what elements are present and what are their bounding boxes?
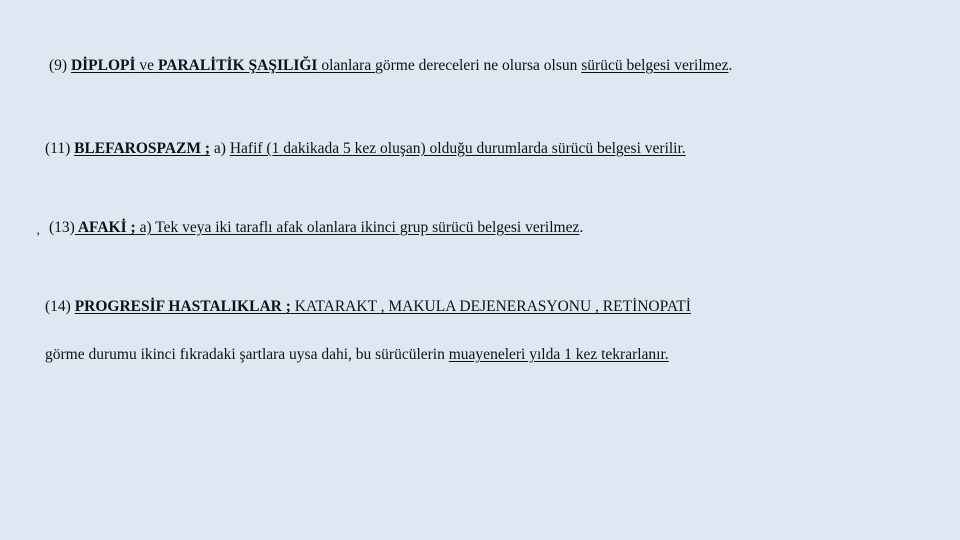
paragraph-14	[45, 298, 691, 317]
underlined-text: Hafif (1 dakikada 5 kez oluşan) olduğu durumlarda sürücü belgesi verilir.	[229, 140, 686, 157]
term-progresif-hastaliklar: PROGRESİF HASTALIKLAR ;	[74, 298, 291, 315]
paragraph-14-continuation	[45, 346, 669, 365]
item-number: (14)	[45, 298, 75, 315]
paragraph-9	[49, 57, 732, 76]
paragraph-13	[49, 219, 583, 238]
item-number: (9)	[49, 57, 71, 74]
conjunction: ve	[135, 57, 158, 74]
term-blefarospazm: BLEFAROSPAZM ;	[74, 140, 211, 157]
item-number: (11)	[45, 140, 75, 157]
period: .	[728, 57, 733, 74]
term-diplopi: DİPLOPİ	[70, 57, 136, 74]
plain-text: a)	[210, 140, 230, 157]
underlined-text: KATARAKT , MAKULA DEJENERASYONU , RETİNOPATİ	[290, 298, 691, 315]
period: .	[579, 219, 584, 236]
plain-text: görme durumu ikinci fıkradaki şartlara uysa dahi, bu sürücülerin	[45, 346, 449, 363]
paragraph-11	[45, 140, 686, 159]
term-afaki: AFAKİ ;	[74, 219, 136, 236]
underlined-text: muayeneleri yılda 1 kez tekrarlanır.	[448, 346, 669, 363]
underlined-text: a) Tek veya iki taraflı afak olanlara ikinci grup sürücü belgesi verilmez	[135, 219, 580, 236]
underlined-text: olanlara	[317, 57, 376, 74]
item-number: (13)	[49, 219, 75, 236]
term-paralitik-sasilik: PARALİTİK ŞAŞILIĞI	[157, 57, 318, 74]
stray-mark: ʼ	[36, 229, 41, 244]
plain-text: görme dereceleri ne olursa olsun	[375, 57, 582, 74]
underlined-text: sürücü belgesi verilmez	[581, 57, 729, 74]
